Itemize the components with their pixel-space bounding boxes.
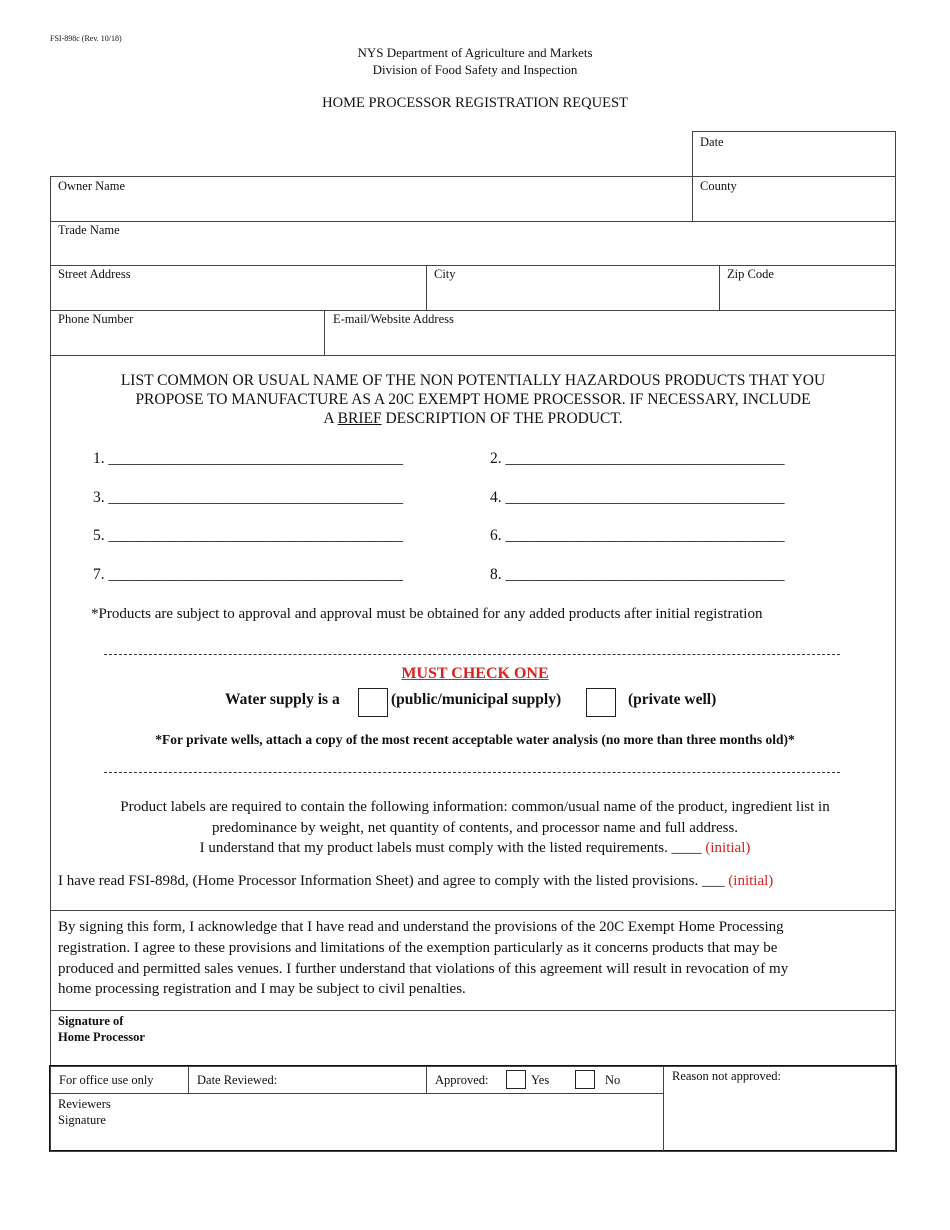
reviewers-signature-field[interactable] — [50, 1093, 664, 1152]
yes-label: Yes — [531, 1073, 550, 1087]
product-line-3[interactable]: 3. ______________________________________ — [93, 489, 403, 506]
date-reviewed-label: Date Reviewed: — [197, 1073, 278, 1087]
county-field[interactable] — [692, 176, 896, 222]
zip-code-field[interactable] — [719, 265, 896, 311]
approved-label: Approved: — [435, 1073, 489, 1087]
reviewers-signature-label — [58, 1096, 111, 1128]
approved-yes-checkbox[interactable] — [506, 1070, 526, 1089]
office-use-cell — [50, 1066, 189, 1094]
county-label: County — [700, 179, 737, 193]
city-field[interactable] — [426, 265, 720, 311]
water-supply-label: Water supply is a — [225, 691, 340, 708]
owner-name-label: Owner Name — [58, 179, 125, 193]
reviewers-label: Reviewers — [58, 1097, 111, 1111]
fsi-line-text: I have read FSI-898d, (Home Processor Information Sheet) and agree to comply with the listed provisions. ___ — [58, 873, 725, 889]
product-line-8[interactable]: 8. ____________________________________ — [490, 566, 785, 583]
instructions-line-3 — [50, 409, 896, 428]
trade-name-label: Trade Name — [58, 223, 120, 237]
acknowledgement-text — [58, 917, 788, 1000]
approved-no-checkbox[interactable] — [575, 1070, 595, 1089]
division-name: Division of Food Safety and Inspection — [372, 62, 578, 77]
signature-label — [58, 1013, 145, 1045]
labels-line-3 — [0, 838, 950, 859]
form-title: HOME PROCESSOR REGISTRATION REQUEST — [322, 95, 628, 111]
instructions-brief: BRIEF — [337, 410, 382, 427]
public-supply-label: (public/municipal supply) — [391, 691, 562, 708]
email-website-field[interactable] — [324, 310, 896, 356]
street-address-label: Street Address — [58, 267, 131, 281]
initial-label-1: (initial) — [705, 840, 751, 856]
street-address-field[interactable] — [50, 265, 427, 311]
private-well-label: (private well) — [628, 691, 717, 708]
private-well-note: *For private wells, attach a copy of the most recent acceptable water analysis (no more than three months old)* — [155, 732, 795, 747]
ack-line-3: produced and permitted sales venues. I further understand that violations of this agreement will result in revocation of my — [58, 960, 789, 977]
products-instructions — [50, 371, 896, 428]
department-name: NYS Department of Agriculture and Markets — [357, 45, 593, 60]
email-website-label: E-mail/Website Address — [333, 312, 454, 326]
ack-line-1: By signing this form, I acknowledge that I have read and understand the provisions of the 20C Exempt Home Processing — [58, 919, 784, 935]
ack-line-4: home processing registration and I may be subject to civil penalties. — [58, 981, 466, 998]
labels-line-2: predominance by weight, net quantity of contents, and processor name and full address. — [211, 819, 739, 836]
fsi-898d-acknowledgement — [58, 871, 773, 892]
instructions-line-3-pre: A — [323, 410, 338, 427]
initial-label-2: (initial) — [728, 873, 774, 889]
date-reviewed-field[interactable] — [188, 1066, 427, 1094]
labels-requirements — [0, 797, 950, 859]
zip-code-label: Zip Code — [727, 267, 774, 281]
trade-name-field[interactable] — [50, 221, 896, 266]
product-line-5[interactable]: 5. ______________________________________ — [93, 527, 403, 544]
date-label: Date — [700, 135, 724, 149]
product-line-7[interactable]: 7. ______________________________________ — [93, 566, 403, 583]
product-line-2[interactable]: 2. ____________________________________ — [490, 450, 785, 467]
owner-name-field[interactable] — [50, 176, 693, 222]
date-field[interactable] — [692, 131, 896, 177]
office-use-label: For office use only — [59, 1073, 154, 1087]
phone-number-field[interactable] — [50, 310, 325, 356]
public-supply-checkbox[interactable] — [358, 688, 388, 717]
no-label: No — [605, 1073, 621, 1087]
signature-label-line-1: Signature of — [58, 1014, 124, 1028]
labels-line-1: Product labels are required to contain the following information: common/usual name of the product, ingredient list in — [120, 799, 830, 815]
ack-line-2: registration. I agree to these provisions and limitations of the exemption particularly as it concerns products that may be — [58, 939, 778, 956]
product-line-1[interactable]: 1. ______________________________________ — [93, 450, 403, 467]
signature-sub-label: Signature — [58, 1113, 106, 1127]
divider — [104, 772, 840, 773]
must-check-one: MUST CHECK ONE — [401, 665, 549, 682]
labels-line-3-text: I understand that my product labels must comply with the listed requirements. ____ — [199, 840, 702, 856]
product-line-6[interactable]: 6. ____________________________________ — [490, 527, 785, 544]
reason-not-approved-label: Reason not approved: — [672, 1069, 782, 1083]
reason-not-approved-field[interactable] — [663, 1066, 896, 1152]
instructions-line-2: PROPOSE TO MANUFACTURE AS A 20C EXEMPT HOME PROCESSOR. IF NECESSARY, INCLUDE — [135, 391, 811, 408]
approval-note: *Products are subject to approval and approval must be obtained for any added products after initial registration — [91, 606, 763, 622]
instructions-line-3-post: DESCRIPTION OF THE PRODUCT. — [381, 410, 623, 427]
instructions-line-1: LIST COMMON OR USUAL NAME OF THE NON POTENTIALLY HAZARDOUS PRODUCTS THAT YOU — [120, 372, 826, 389]
private-well-checkbox[interactable] — [586, 688, 616, 717]
divider — [104, 654, 840, 655]
city-label: City — [434, 267, 456, 281]
approved-cell — [426, 1066, 664, 1094]
phone-number-label: Phone Number — [58, 312, 134, 326]
form-code: FSI-898c (Rev. 10/18) — [50, 34, 122, 43]
signature-field[interactable] — [50, 1010, 896, 1066]
product-line-4[interactable]: 4. ____________________________________ — [490, 489, 785, 506]
signature-label-line-2: Home Processor — [58, 1030, 145, 1044]
